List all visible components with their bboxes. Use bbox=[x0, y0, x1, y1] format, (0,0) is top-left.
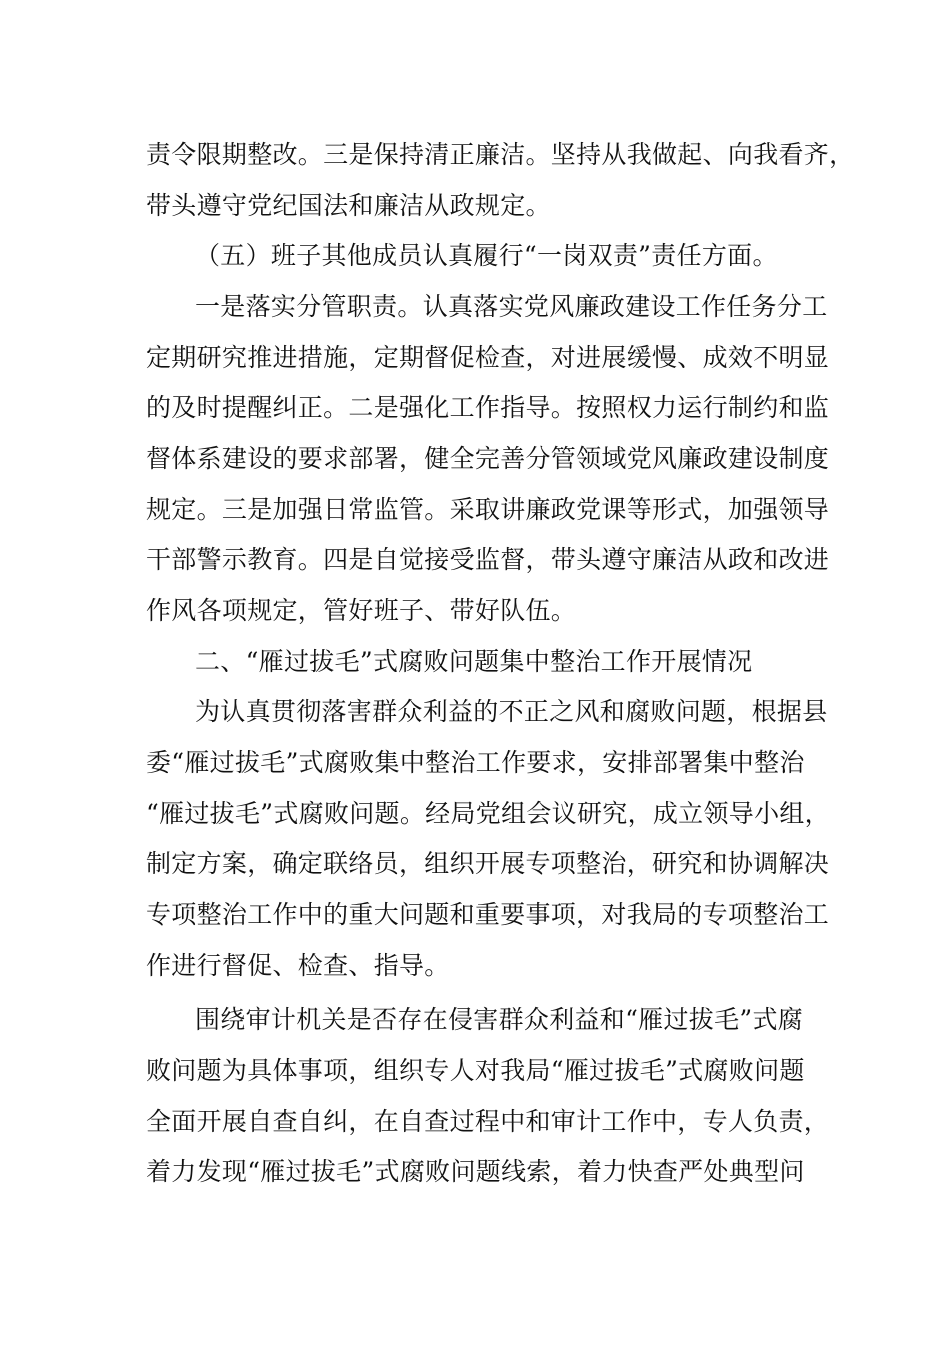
paragraph-first-line: 一是落实分管职责。认真落实党风廉政建设工作任务分工 bbox=[195, 292, 828, 321]
body-text-line: 干部警示教育。四是自觉接受监督，带头遵守廉洁从政和改进 bbox=[146, 545, 830, 574]
paragraph-first-line: 围绕审计机关是否存在侵害群众利益和“雁过拔毛”式腐 bbox=[195, 1005, 804, 1034]
body-text-line: 带头遵守党纪国法和廉洁从政规定。 bbox=[146, 191, 551, 220]
section-heading: 二、“雁过拔毛”式腐败问题集中整治工作开展情况 bbox=[195, 647, 753, 676]
paragraph-first-line: 为认真贯彻落害群众利益的不正之风和腐败问题，根据县 bbox=[195, 697, 828, 726]
body-text-line: 专项整治工作中的重大问题和重要事项，对我局的专项整治工 bbox=[146, 900, 830, 929]
body-text-line: “雁过拔毛”式腐败问题。经局党组会议研究，成立领导小组， bbox=[146, 799, 830, 828]
body-text-line: 督体系建设的要求部署，健全完善分管领域党风廉政建设制度 bbox=[146, 444, 830, 473]
body-text-line: 的及时提醒纠正。二是强化工作指导。按照权力运行制约和监 bbox=[146, 393, 830, 422]
body-text-line: 责令限期整改。三是保持清正廉洁。坚持从我做起、向我看齐， bbox=[146, 140, 855, 169]
body-text-line: 作风各项规定，管好班子、带好队伍。 bbox=[146, 596, 577, 625]
body-text-line: 败问题为具体事项，组织专人对我局“雁过拔毛”式腐败问题 bbox=[146, 1056, 805, 1085]
section-subheading: （五）班子其他成员认真履行“一岗双责”责任方面。 bbox=[195, 241, 778, 270]
body-text-line: 着力发现“雁过拔毛”式腐败问题线索，着力快查严处典型问 bbox=[146, 1157, 805, 1186]
body-text-line: 制定方案，确定联络员，组织开展专项整治，研究和协调解决 bbox=[146, 849, 830, 878]
body-text-line: 定期研究推进措施，定期督促检查，对进展缓慢、成效不明显 bbox=[146, 343, 830, 372]
body-text-line: 委“雁过拔毛”式腐败集中整治工作要求，安排部署集中整治 bbox=[146, 748, 805, 777]
body-text-line: 规定。三是加强日常监管。采取讲廉政党课等形式，加强领导 bbox=[146, 495, 830, 524]
body-text-line: 全面开展自查自纠，在自查过程中和审计工作中，专人负责， bbox=[146, 1107, 830, 1136]
body-text-line: 作进行督促、检查、指导。 bbox=[146, 951, 450, 980]
